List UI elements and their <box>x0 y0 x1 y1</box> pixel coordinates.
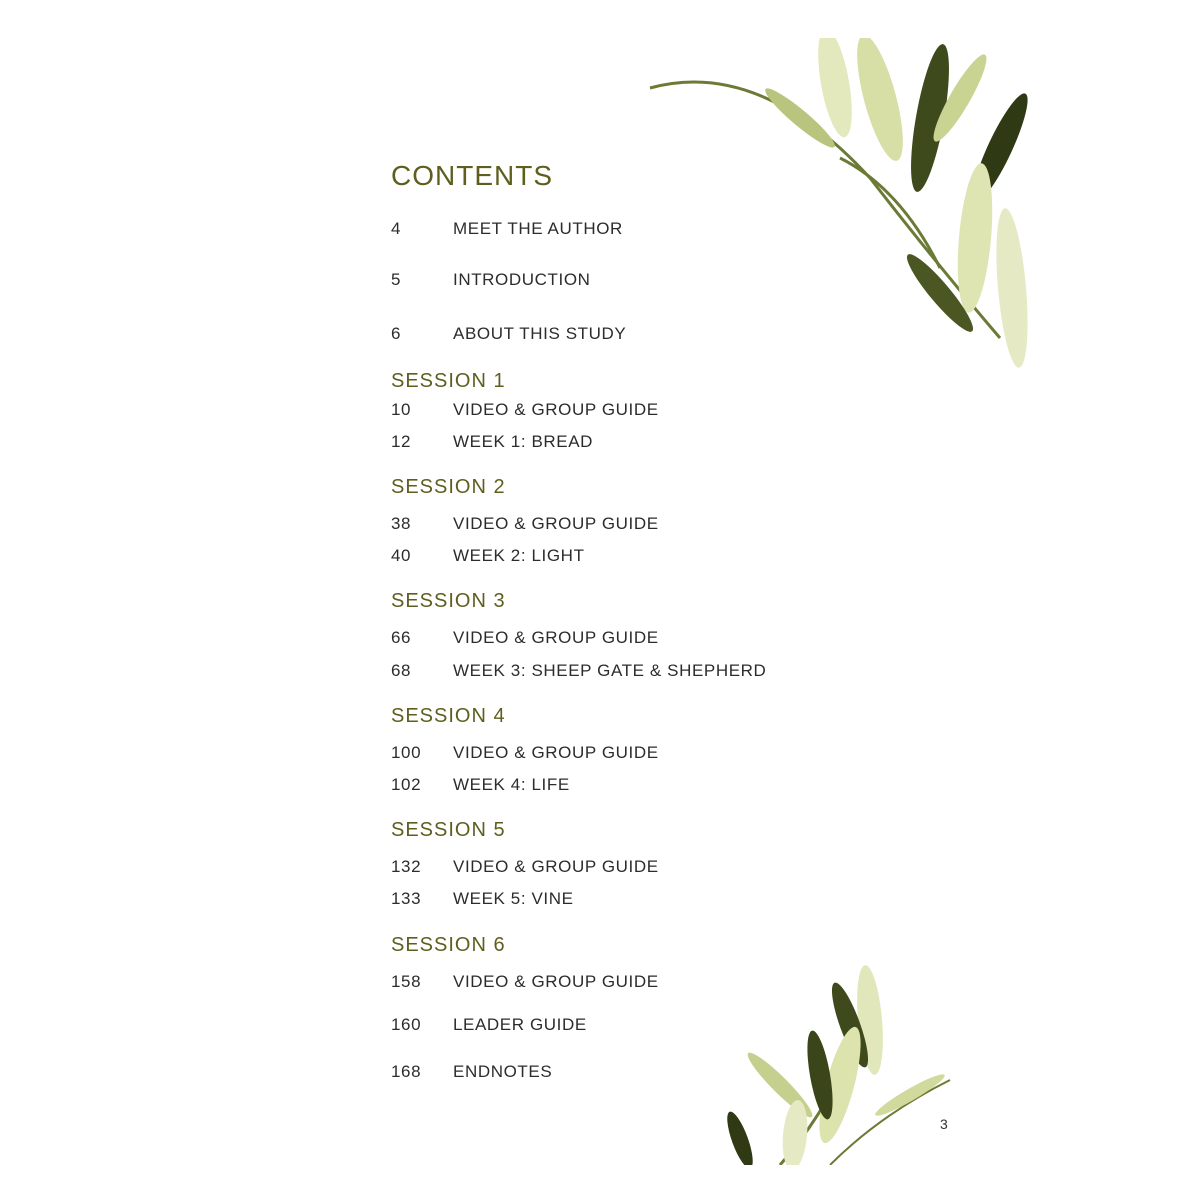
toc-page-number: 40 <box>391 546 412 565</box>
toc-entry-label: WEEK 3: SHEEP GATE & SHEPHERD <box>453 661 767 680</box>
toc-page-number: 5 <box>391 270 402 289</box>
session-heading: SESSION 4 <box>391 705 506 727</box>
toc-page-number: 6 <box>391 324 402 343</box>
session-heading: SESSION 3 <box>391 590 506 612</box>
toc-entry-label: WEEK 1: BREAD <box>453 432 594 451</box>
toc-entry-label: WEEK 2: LIGHT <box>453 546 585 565</box>
toc-entry-label: MEET THE AUTHOR <box>453 219 623 238</box>
toc-page-number: 168 <box>391 1062 422 1081</box>
contents-heading: CONTENTS <box>391 160 553 191</box>
session-heading: SESSION 6 <box>391 934 506 956</box>
toc-page-number: 158 <box>391 972 422 991</box>
toc-entry-label: VIDEO & GROUP GUIDE <box>453 514 659 533</box>
toc-entry-label: VIDEO & GROUP GUIDE <box>453 400 659 419</box>
toc-page-number: 102 <box>391 775 422 794</box>
toc-entry-label: LEADER GUIDE <box>453 1015 587 1034</box>
toc-page-number: 68 <box>391 661 412 680</box>
olive-branch-top-icon <box>640 38 1030 368</box>
toc-entry-label: ENDNOTES <box>453 1062 553 1081</box>
toc-entry-label: VIDEO & GROUP GUIDE <box>453 628 659 647</box>
toc-entry-label: VIDEO & GROUP GUIDE <box>453 743 659 762</box>
toc-page-number: 38 <box>391 514 412 533</box>
toc-entry-label: VIDEO & GROUP GUIDE <box>453 972 659 991</box>
toc-entry-label: VIDEO & GROUP GUIDE <box>453 857 659 876</box>
page-number: 3 <box>940 1116 948 1132</box>
toc-entry-label: INTRODUCTION <box>453 270 591 289</box>
toc-page-number: 66 <box>391 628 412 647</box>
toc-page-number: 100 <box>391 743 422 762</box>
toc-page-number: 12 <box>391 432 412 451</box>
toc-entry-label: ABOUT THIS STUDY <box>453 324 627 343</box>
toc-page-number: 133 <box>391 889 422 908</box>
session-heading: SESSION 1 <box>391 370 506 392</box>
session-heading: SESSION 5 <box>391 819 506 841</box>
session-heading: SESSION 2 <box>391 476 506 498</box>
olive-branch-bottom-icon <box>680 965 970 1165</box>
toc-entry-label: WEEK 4: LIFE <box>453 775 570 794</box>
toc-page-number: 160 <box>391 1015 422 1034</box>
toc-page-number: 10 <box>391 400 412 419</box>
toc-page-number: 132 <box>391 857 422 876</box>
toc-page-number: 4 <box>391 219 402 238</box>
toc-entry-label: WEEK 5: VINE <box>453 889 574 908</box>
